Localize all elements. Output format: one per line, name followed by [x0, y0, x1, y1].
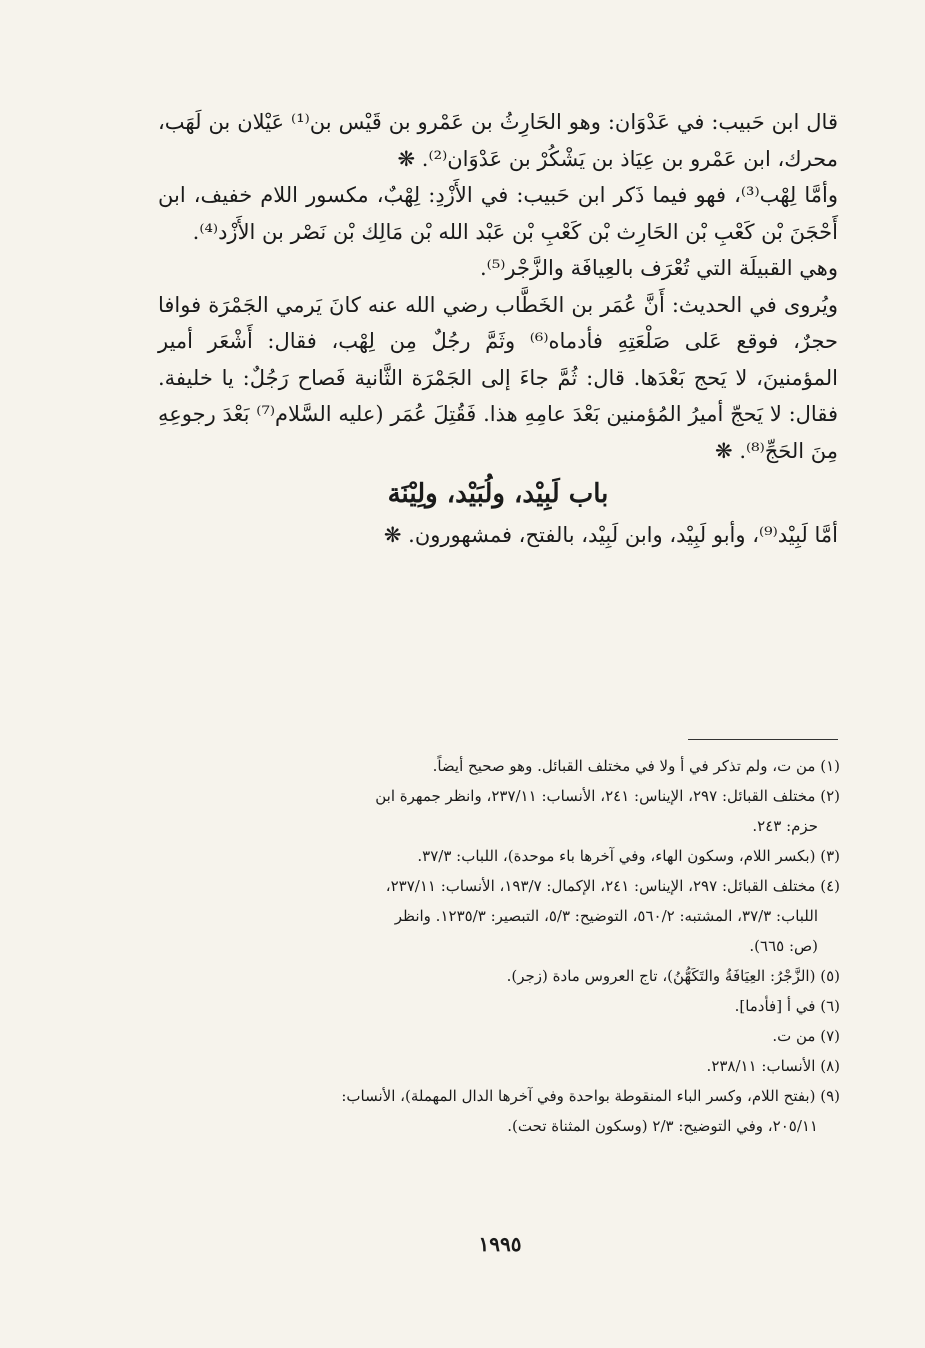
main-text-block: [158, 104, 838, 554]
footnote-2: (٢) مختلف القبائل: ٢٩٧، الإيناس: ٢٤١، الأنساب: ٢٣٧/١١، وانظر جمهرة ابن: [375, 787, 840, 805]
footnote-7: (٧) من ت.: [772, 1027, 840, 1045]
footnote-divider: [688, 739, 838, 740]
paragraph-labid: أمَّا لَبِيْد⁽⁹⁾، وأبو لَبِيْد، وابن لَبِيْد، بالفتح، فمشهورون. ❋: [383, 523, 838, 547]
paragraph-tribe: وهي القبيلَة التي تُعْرَف بالعِيافَة والزَّجْر⁽⁵⁾.: [480, 256, 838, 280]
footnote-4-continuation: اللباب: ٣٧/٣، المشتبه: ٥٦٠/٢، التوضيح: ٥/٣، التبصير: ١٢٣٥/٣. وانظر: [394, 907, 818, 925]
page-number: ١٩٩٥: [478, 1232, 522, 1256]
footnote-4-continuation-2: (ص: ٦٦٥).: [749, 937, 818, 955]
paragraph-hadith: ويُروى في الحديث: أَنَّ عُمَر بن الخَطَّاب رضي الله عنه كانَ يَرمي الجَمْرَة فوافا حجرٌ، فوقع عَلى صَلْعَتِهِ فأدماه⁽⁶⁾ وثَمَّ رجُلٌ مِن لِهْب، فقال: أَشْعَر أمير المؤمنينَ، لا يَحج بَعْدَها. قال: ثُمَّ جاءَ إلى الجَمْرَة الثَّانية فَصاح رَجُلٌ: يا خليفة. فقال: لا يَحجّ أميرُ المُؤمنين بَعْدَ عامِهِ هذا. فَقُتِلَ عُمَر (عليه السَّلام⁽⁷⁾ بَعْدَ رجوعِهِ مِنَ الحَجِّ⁽⁸⁾. ❋: [158, 292, 838, 463]
paragraph-adwan: قال ابن حَبيب: في عَدْوَان: وهو الحَارِثُ بن عَمْرو بن قَيْس بن⁽¹⁾ عَيْلان بن لَهَب، محرك، ابن عَمْرو بن عِيَاذ بن يَشْكُرْ بن عَدْوَان⁽²⁾. ❋: [158, 110, 838, 171]
footnotes-block: [158, 751, 840, 1141]
footnote-4: (٤) مختلف القبائل: ٢٩٧، الإيناس: ٢٤١، الإكمال: ١٩٣/٧، الأنساب: ٢٣٧/١١،: [385, 877, 840, 895]
footnote-9: (٩) (بفتح اللام، وكسر الباء المنقوطة بواحدة وفي آخرها الدال المهملة)، الأنساب:: [341, 1087, 840, 1105]
footnote-3: (٣) (بكسر اللام، وسكون الهاء، وفي آخرها باء موحدة)، اللباب: ٣٧/٣.: [417, 847, 840, 865]
paragraph-lihb: وأمَّا لِهْب⁽³⁾، فهو فيما ذَكر ابن حَبيب: في الأَزْدِ: لِهْبٌ، مكسور اللام خفيف، ابن أَحْجَنَ بْن كَعْبِ بْن الحَارِث بْن كَعْبِ بْن عَبْد الله بْن مَالِك بْن نَصْر بن الأَزْد⁽⁴⁾.: [158, 183, 838, 244]
footnote-5: (٥) (الزَّجْرُ: العِيَافَةُ والتَكَهُّنُ)، تاج العروس مادة (زجر).: [506, 967, 840, 985]
footnote-8: (٨) الأنساب: ٢٣٨/١١.: [706, 1057, 840, 1075]
footnote-9-continuation: ٢٠٥/١١، وفي التوضيح: ٢/٣ (وسكون المثناة تحت).: [507, 1117, 818, 1135]
footnote-1: (١) من ت، ولم تذكر في أ ولا في مختلف القبائل. وهو صحيح أيضاً.: [432, 757, 840, 775]
footnote-2-continuation: حزم: ٢٤٣.: [752, 817, 818, 835]
section-heading: باب لَبِيْد، ولُبَيْد، ولِيْنَة: [387, 479, 609, 509]
footnote-6: (٦) في أ [فأدما].: [734, 997, 840, 1015]
